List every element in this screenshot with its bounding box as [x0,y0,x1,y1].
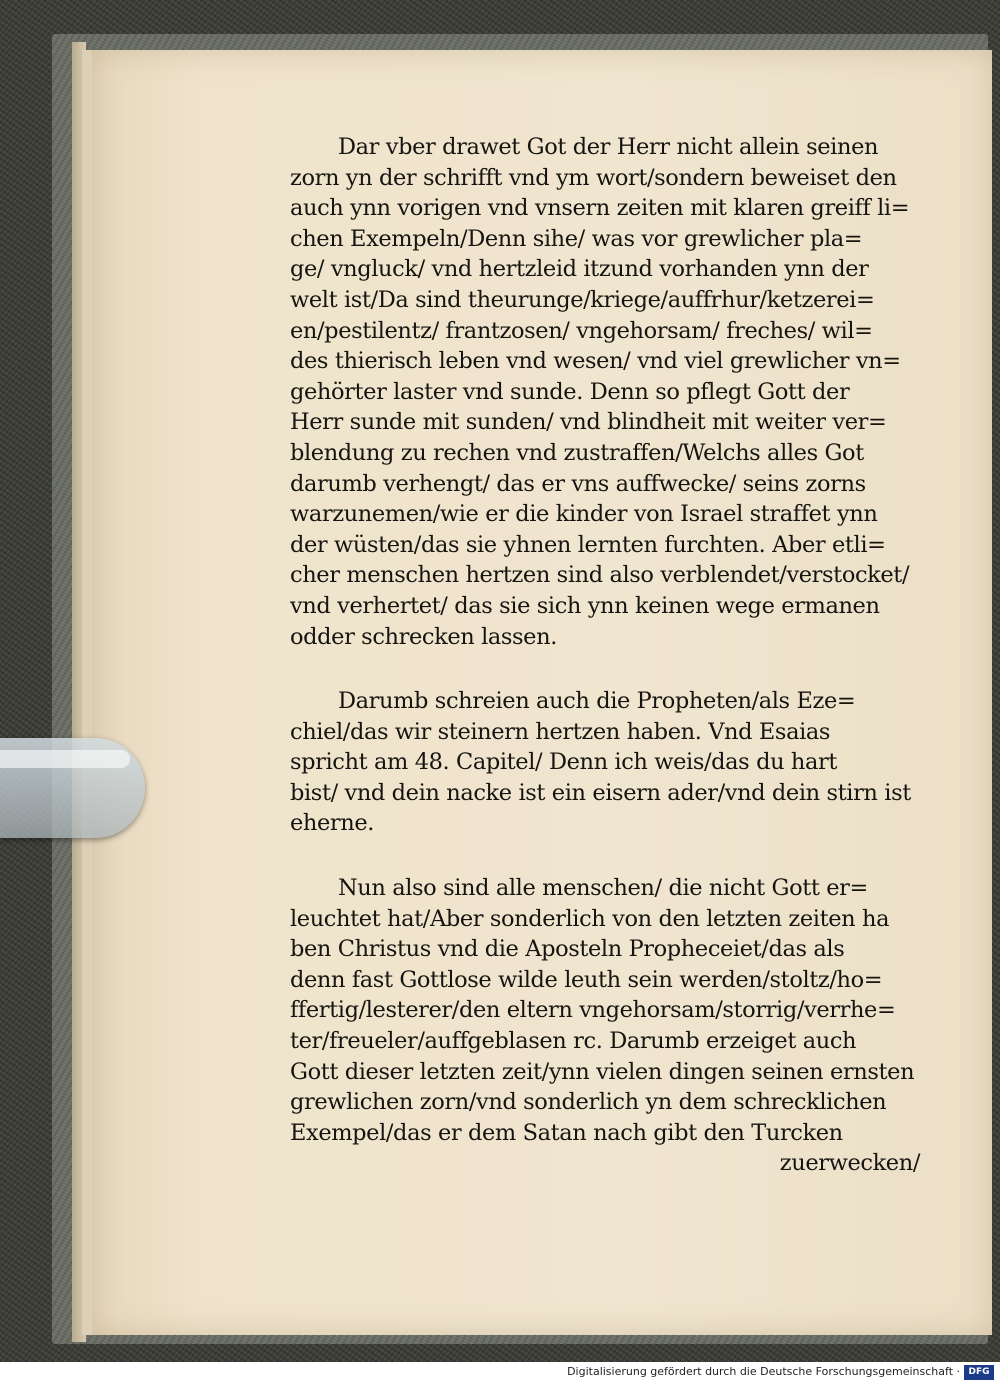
text-line: auch ynn vorigen vnd vnsern zeiten mit klaren greiff li= [290,195,910,222]
text-line: chen Exempeln/Denn sihe/ was vor grewlicher pla= [290,225,863,252]
text-line: Gott dieser letzten zeit/ynn vielen dingen seinen ernsten [290,1058,915,1085]
paragraph-gap [290,652,960,686]
text-line: denn fast Gottlose wilde leuth sein werden/stoltz/ho= [290,966,883,993]
paragraph-1 [290,132,960,652]
text-line: ben Christus vnd die Aposteln Propheceiet/das als [290,936,845,963]
text-line: eherne. [290,810,375,837]
text-line: ffertig/lesterer/den eltern vngehorsam/storrig/verrhe= [290,997,896,1024]
text-line: Darumb schreien auch die Propheten/als Eze= [338,688,856,715]
catchword: zuerwecken/ [779,1150,920,1177]
glass-shine [0,750,130,768]
text-line: grewlichen zorn/vnd sonderlich yn dem schrecklichen [290,1089,887,1116]
text-line: vnd verhertet/ das sie sich ynn keinen wege ermanen [290,592,880,619]
text-line: warzunemen/wie er die kinder von Israel straffet ynn [290,501,878,528]
funding-credit: Digitalisierung gefördert durch die Deutsche Forschungsgemeinschaft · [567,1365,960,1378]
text-line: Dar vber drawet Got der Herr nicht allein seinen [338,134,879,160]
text-line: Exempel/das er dem Satan nach gibt den Turcken [290,1119,843,1146]
text-line: leuchtet hat/Aber sonderlich von den letzten zeiten ha [290,905,890,932]
text-line: Herr sunde mit sunden/ vnd blindheit mit weiter ver= [290,409,887,436]
text-line: zorn yn der schrifft vnd ym wort/sondern beweiset den [290,164,897,191]
text-line: en/pestilentz/ frantzosen/ vngehorsam/ freches/ wil= [290,317,873,344]
paragraph-gap [290,839,960,873]
text-line: gehörter laster vnd sunde. Denn so pflegt Gott der [290,378,850,405]
dfg-logo-icon: DFG [964,1365,994,1380]
text-line: chiel/das wir steinern hertzen haben. Vnd Esaias [290,718,831,745]
paragraph-2 [290,686,960,839]
page-text [290,132,960,1179]
footer-bar [0,1362,1000,1384]
text-line: der wüsten/das sie yhnen lernten furchten. Aber etli= [290,531,886,558]
text-line: des thierisch leben vnd wesen/ vnd viel grewlicher vn= [290,348,901,375]
paragraph-3 [290,873,960,1148]
text-line: ter/freueler/auffgeblasen rc. Darumb erzeiget auch [290,1028,857,1055]
text-line: Nun also sind alle menschen/ die nicht Gott er= [338,875,868,902]
text-line: odder schrecken lassen. [290,623,557,650]
text-line: welt ist/Da sind theurunge/kriege/auffrhur/ketzerei= [290,286,875,313]
text-line: bist/ vnd dein nacke ist ein eisern ader/vnd dein stirn ist [290,779,911,806]
text-line: darumb verhengt/ das er vns auffwecke/ seins zorns [290,470,866,497]
text-line: spricht am 48. Capitel/ Denn ich weis/das du hart [290,749,838,776]
text-line: ge/ vngluck/ vnd hertzleid itzund vorhanden ynn der [290,256,869,283]
text-line: blendung zu rechen vnd zustraffen/Welchs alles Got [290,439,864,466]
text-line: cher menschen hertzen sind also verblendet/verstocket/ [290,562,910,589]
